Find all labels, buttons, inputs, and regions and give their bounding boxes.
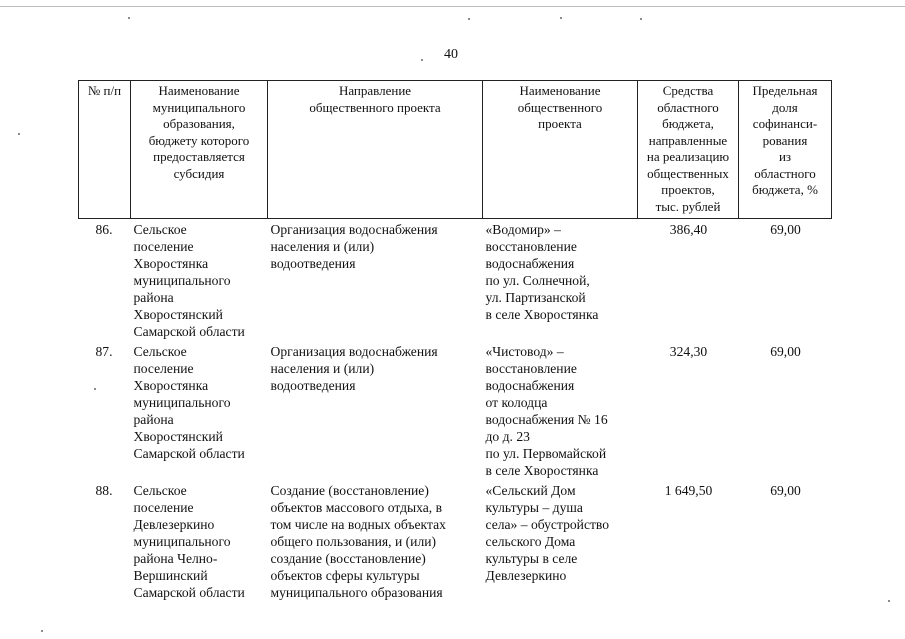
header-direction: Направление общественного проекта xyxy=(268,81,483,219)
scan-speck xyxy=(888,600,890,602)
scan-speck xyxy=(18,133,20,135)
scan-top-edge xyxy=(0,6,905,7)
project-cell: «Водомир» – восстановление водоснабжения по ул. Солнечной, ул. Партизанской в селе Хворостянка xyxy=(485,222,599,322)
table-header xyxy=(79,81,832,219)
row-number: 88. xyxy=(95,482,113,498)
direction-cell: Создание (восстановление) объектов массового отдыха, в том числе на водных объектах общего пользования, и (или) создание (восстановление) объектов сферы культуры муниципального образования xyxy=(270,482,446,600)
header-municipality: Наименование муниципального образования, бюджету которого предоставляется субсидия xyxy=(131,81,268,219)
table-row xyxy=(79,219,832,341)
municipality-cell: Сельское поселение Хворостянка муниципального района Хворостянский Самарской области xyxy=(133,343,245,461)
project-cell: «Чистовод» – восстановление водоснабжения от колодца водоснабжения № 16 до д. 23 по ул. Первомайской в селе Хворостянка xyxy=(485,343,608,478)
table-body xyxy=(79,219,832,601)
header-number: № п/п xyxy=(79,81,131,219)
row-number: 87. xyxy=(95,343,113,359)
header-project: Наименование общественного проекта xyxy=(483,81,638,219)
subsidy-table xyxy=(78,80,832,601)
municipality-cell: Сельское поселение Девлезеркино муниципального района Челно- Вершинский Самарской области xyxy=(133,482,245,600)
share-cell: 69,00 xyxy=(770,482,801,498)
municipality-cell: Сельское поселение Хворостянка муниципального района Хворостянский Самарской области xyxy=(133,222,245,339)
funds-cell: 324,30 xyxy=(669,343,708,359)
funds-cell: 386,40 xyxy=(669,222,708,237)
scan-speck xyxy=(640,18,642,20)
header-share: Предельная доля софинанси- рования из областного бюджета, % xyxy=(739,81,832,219)
share-cell: 69,00 xyxy=(770,222,801,237)
scan-speck xyxy=(421,59,423,61)
direction-cell: Организация водоснабжения населения и (или) водоотведения xyxy=(270,343,438,393)
share-cell: 69,00 xyxy=(770,343,801,359)
row-number: 86. xyxy=(95,222,113,237)
scan-speck xyxy=(468,18,470,20)
funds-cell: 1 649,50 xyxy=(664,482,713,498)
direction-cell: Организация водоснабжения населения и (или) водоотведения xyxy=(270,222,438,271)
scan-speck xyxy=(128,17,130,19)
scan-speck xyxy=(560,17,562,19)
header-funds: Средства областного бюджета, направленные на реализацию общественных проектов, тыс. рублей xyxy=(638,81,739,219)
table-row xyxy=(79,480,832,601)
project-cell: «Сельский Дом культуры – душа села» – обустройство сельского Дома культуры в селе Девлезеркино xyxy=(485,482,610,583)
table-row xyxy=(79,341,832,480)
scan-speck xyxy=(41,630,43,632)
page-number: 40 xyxy=(444,47,458,62)
